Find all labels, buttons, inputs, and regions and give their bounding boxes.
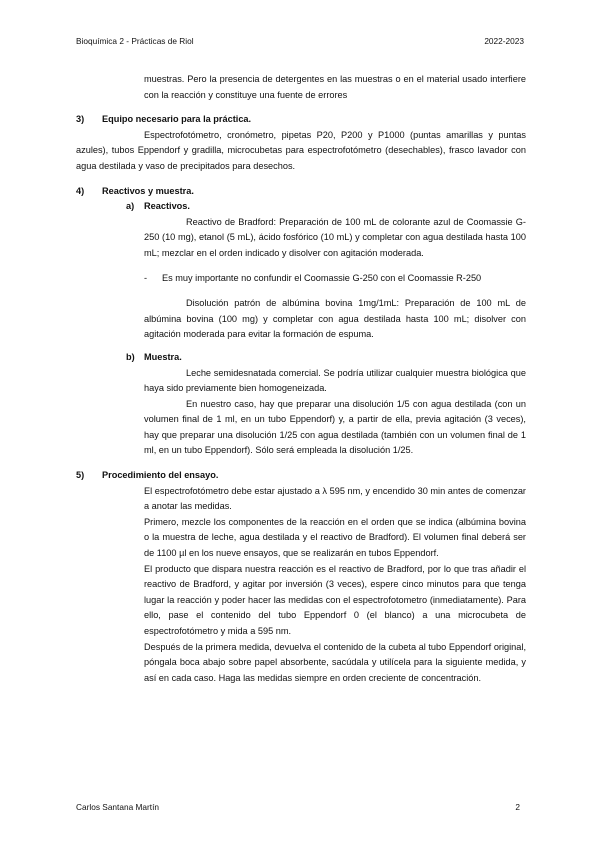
procedure-paragraph-2: Primero, mezcle los componentes de la reacción en el orden que se indica (albúmina bovina o la muestra de leche, agua destilada y el reactivo de Bradford). El volumen final deberá ser de 1100 µl en los nueve ensayos, que se realizarán en tubos Eppendorf. [144, 516, 526, 559]
footer-page-number: 2 [515, 802, 520, 812]
subsection-a-title: Reactivos. [144, 201, 190, 212]
header-academic-year: 2022-2023 [484, 36, 524, 46]
subsection-a-heading [126, 199, 526, 215]
sample-paragraph-1: Leche semidesnatada comercial. Se podría utilizar cualquier muestra biológica que haya sido previamente bien homogeneizada. [144, 367, 526, 394]
page-content [76, 72, 526, 686]
bullet-dash: - [144, 272, 148, 283]
coomassie-warning-bullet [144, 271, 526, 287]
subsection-a-number: a) [126, 201, 135, 212]
subsection-b-heading [126, 350, 526, 366]
section-5-title: Procedimiento del ensayo. [102, 470, 219, 481]
section-3-paragraph: Espectrofotómetro, cronómetro, pipetas P20, P200 y P1000 (puntas amarillas y puntas azules), tubos Eppendorf y gradilla, microcubetas para espectrofotómetro (desechables), frasco lavador con agua destilada y vaso de precipitados para desechos. [76, 129, 526, 171]
section-4-number: 4) [76, 185, 85, 196]
header-course-title: Bioquímica 2 - Prácticas de Riol [76, 36, 194, 46]
section-5-number: 5) [76, 470, 85, 481]
sample-paragraph-2: En nuestro caso, hay que preparar una disolución 1/5 con agua destilada (con un volumen final de 1 ml, en un tubo Eppendorf) y, a partir de ella, previa agitación (3 veces), hay que preparar una disolución 1/25 con agua destilada (también con un volumen final de 1 ml, en un tubo Eppendorf). Sólo será empleada la disolución 1/25. [144, 398, 526, 456]
section-3-number: 3) [76, 114, 85, 125]
section-4-title: Reactivos y muestra. [102, 185, 194, 196]
subsection-b-title: Muestra. [144, 351, 182, 362]
footer-author: Carlos Santana Martín [76, 802, 160, 812]
section-4-heading [76, 184, 526, 200]
section-3-heading [76, 112, 526, 128]
subsection-b-number: b) [126, 351, 135, 362]
procedure-paragraph-1 [76, 484, 526, 515]
albumin-standard-paragraph: Disolución patrón de albúmina bovina 1mg/1mL: Preparación de 100 mL de albúmina bovina (100 mg) y completar con agua destilada hasta 100 mL; disolver con agitación moderada para evitar la formación de espuma. [144, 298, 526, 340]
procedure-paragraph-4: Después de la primera medida, devuelva el contenido de la cubeta al tubo Eppendorf original, póngala boca abajo sobre papel absorbente, sacúdala y utilícela para la siguiente medida, y así en cada caso. Haga las medidas siempre en orden creciente de concentración. [144, 641, 526, 683]
intro-paragraph: muestras. Pero la presencia de detergentes en las muestras o en el material usado interfiere con la reacción y constituye una fuente de errores [144, 74, 526, 100]
section-5-heading [76, 468, 526, 484]
procedure-paragraph-3: El producto que dispara nuestra reacción es el reactivo de Bradford, por lo que tras añadir el reactivo de Bradford, y agitar por inversión (3 veces), espere cinco minutos para que tenga lugar la reacción y poder hacer las medidas con el espectrofotometro (inmediatamente). Para ello, pase el contenido del tubo Eppendorf 0 (el blanco) a una microcubeta de espectrofotómetro y mida a 595 nm. [144, 563, 526, 636]
bradford-reagent-paragraph: Reactivo de Bradford: Preparación de 100 mL de colorante azul de Coomassie G-250 (10 mg), etanol (5 mL), ácido fosfórico (10 mL) y completar con agua destilada hasta 100 mL; mezclar en el orden indicado y disolver con agitación moderada. [144, 216, 526, 258]
procedure-p1-text: El espectrofotómetro debe estar ajustado a λ 595 nm, y encendido 30 min antes de comenzar a anotar las medidas. [144, 485, 526, 512]
section-3-title: Equipo necesario para la práctica. [102, 114, 252, 125]
coomassie-warning-text: Es muy importante no confundir el Coomassie G-250 con el Coomassie R-250 [162, 272, 482, 283]
